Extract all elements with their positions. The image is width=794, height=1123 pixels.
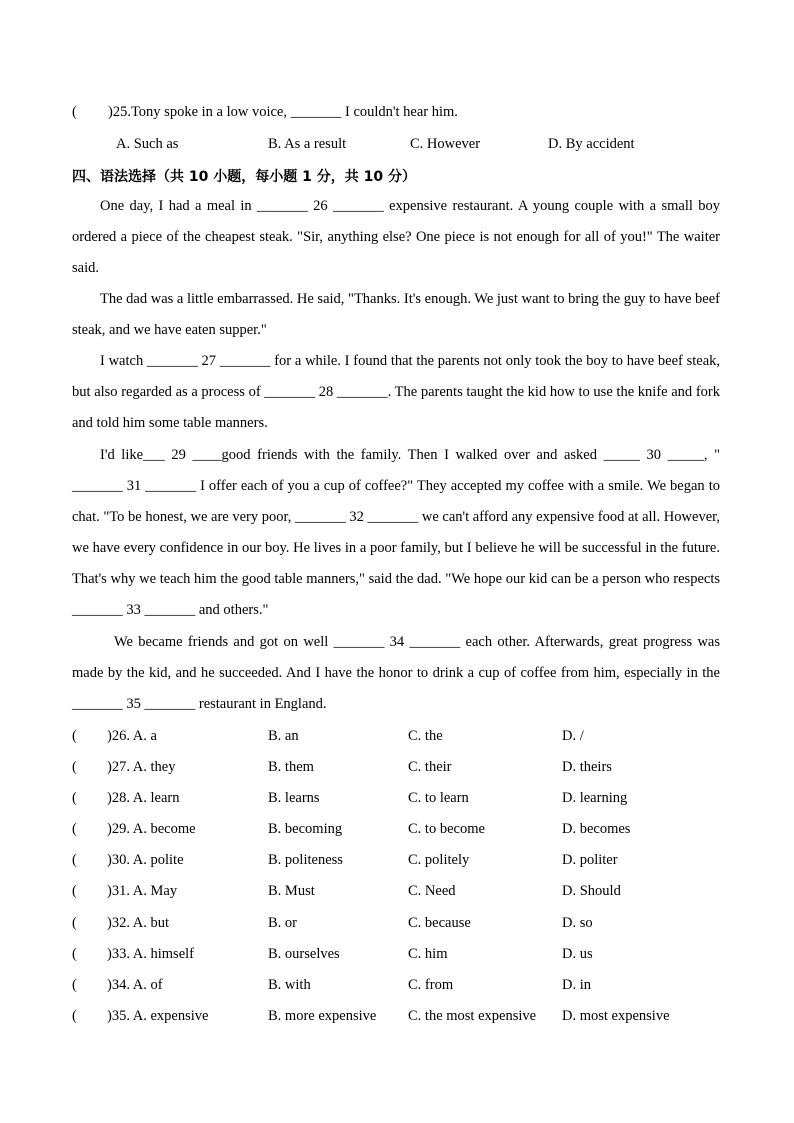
question-number-option-a: )33. A. himself — [107, 946, 194, 962]
option-b: B. an — [268, 728, 299, 744]
question-row — [72, 908, 720, 939]
question-number-option-a: )29. A. become — [107, 821, 196, 837]
question-row — [72, 876, 720, 907]
option-c: C. because — [408, 915, 471, 931]
question-number-option-a: )28. A. learn — [107, 790, 180, 806]
passage-paragraph-2: The dad was a little embarrassed. He said, "Thanks. It's enough. We just want to bring the guy to have beef steak, and we have eaten supper." — [72, 291, 720, 338]
answer-paren: ( — [72, 946, 77, 962]
passage-paragraph-3: I watch _______ 27 _______ for a while. I found that the parents not only took the boy to have beef steak, but also regarded as a process of _______ 28 _______. The parents taught the kid how to use the knife and fork and told him some table manners. — [72, 353, 720, 431]
question-number-option-a: )31. A. May — [107, 883, 178, 899]
option-c: C. to become — [408, 821, 485, 837]
answer-paren: ( — [72, 915, 77, 931]
q25-option-c: C. However — [410, 136, 481, 152]
option-b: B. them — [268, 759, 314, 775]
answer-paren: ( — [72, 977, 77, 993]
answer-paren: ( — [72, 759, 77, 775]
q25-option-b: B. As a result — [268, 136, 347, 152]
question-row — [72, 845, 720, 876]
option-c: C. to learn — [408, 790, 469, 806]
question-number-option-a: )26. A. a — [107, 728, 157, 744]
option-c: C. the — [408, 728, 443, 744]
option-d: D. Should — [562, 883, 621, 899]
question-number-option-a: )30. A. polite — [107, 852, 184, 868]
option-b: B. ourselves — [268, 946, 340, 962]
section-heading: 四、语法选择（共 10 小题，每小题 1 分，共 10 分） — [72, 169, 416, 185]
option-c: C. from — [408, 977, 454, 993]
option-c: C. their — [408, 759, 452, 775]
option-b: B. becoming — [268, 821, 343, 837]
question-row — [72, 814, 720, 845]
option-c: C. Need — [408, 883, 456, 899]
answer-paren: ( — [72, 790, 77, 806]
passage-paragraph-5: We became friends and got on well _______ 34 _______ each other. Afterwards, great progress was made by the kid, and he succeeded. And I have the honor to drink a cup of coffee from him, especially in the _______ 35 _______ restaurant in England. — [72, 634, 720, 712]
option-d: D. in — [562, 977, 591, 993]
option-d: D. so — [562, 915, 593, 931]
option-b: B. more expensive — [268, 1008, 377, 1024]
passage-paragraph-1: One day, I had a meal in _______ 26 _______ expensive restaurant. A young couple with a small boy ordered a piece of the cheapest steak. "Sir, anything else? One piece is not enough for all of you!" The waiter said. — [72, 198, 720, 276]
question-row — [72, 783, 720, 814]
question-number-option-a: )35. A. expensive — [107, 1008, 209, 1024]
question-row — [72, 721, 720, 752]
answer-paren: ( — [72, 1008, 77, 1024]
q25-paren: ( — [72, 104, 77, 120]
option-c: C. him — [408, 946, 448, 962]
question-row — [72, 752, 720, 783]
answer-paren: ( — [72, 852, 77, 868]
passage-paragraph-4: I'd like___ 29 ____good friends with the family. Then I walked over and asked _____ 30 _____, " _______ 31 _______ I offer each of you a cup of coffee?" They accepted my coffee with a smile. We began to chat. "To be honest, we are very poor, _______ 32 _______ we can't afford any expensive food at all. However, we have every confidence in our boy. He lives in a poor family, but I believe he will be successful in the future. That's why we teach him the good table manners," said the dad. "We hope our kid can be a person who respects _______ 33 _______ and others." — [72, 447, 720, 618]
option-d: D. most expensive — [562, 1008, 670, 1024]
option-d: D. us — [562, 946, 593, 962]
question-row — [72, 939, 720, 970]
question-row — [72, 970, 720, 1001]
q25-option-a: A. Such as — [116, 136, 179, 152]
option-b: B. or — [268, 915, 297, 931]
answer-paren: ( — [72, 883, 77, 899]
question-number-option-a: )32. A. but — [107, 915, 170, 931]
option-d: D. / — [562, 728, 584, 744]
option-d: D. becomes — [562, 821, 631, 837]
option-b: B. politeness — [268, 852, 343, 868]
option-b: B. learns — [268, 790, 320, 806]
option-c: C. the most expensive — [408, 1008, 537, 1024]
q25-stem: )25.Tony spoke in a low voice, _______ I couldn't hear him. — [108, 104, 458, 120]
question-row — [72, 1001, 720, 1032]
answer-paren: ( — [72, 821, 77, 837]
option-b: B. with — [268, 977, 311, 993]
q25-option-d: D. By accident — [548, 136, 635, 152]
option-b: B. Must — [268, 883, 315, 899]
option-d: D. learning — [562, 790, 628, 806]
option-d: D. politer — [562, 852, 618, 868]
question-number-option-a: )27. A. they — [107, 759, 176, 775]
option-c: C. politely — [408, 852, 470, 868]
question-number-option-a: )34. A. of — [107, 977, 163, 993]
option-d: D. theirs — [562, 759, 612, 775]
answer-paren: ( — [72, 728, 77, 744]
